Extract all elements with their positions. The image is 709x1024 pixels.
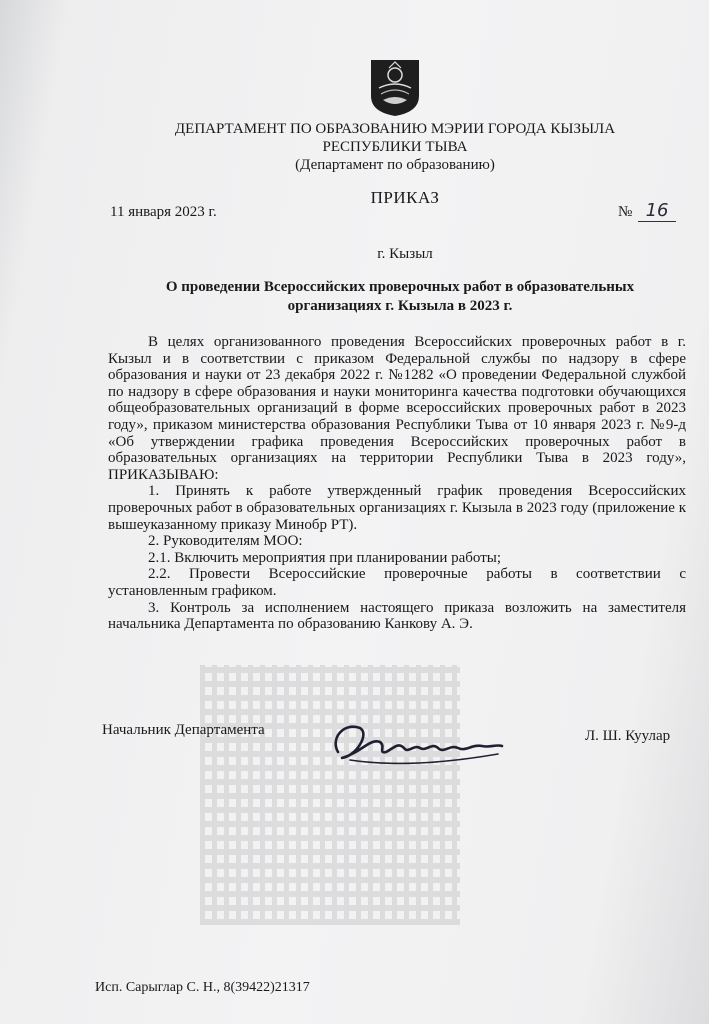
organization-header bbox=[150, 120, 640, 174]
item-2: 2. Руководителям МОО: bbox=[148, 533, 303, 550]
document-number bbox=[618, 200, 676, 222]
intro-paragraph: В целях организованного проведения Всероссийских проверочных работ в г. Кызыл и в соответствии с приказом Федеральной службы по надзору в сфере образования и науки от 23 декабря 2022 г. №1282 «О проведении Федеральной службой по надзору в сфере образования и науки мониторинга качества подготовки обучающихся общеобразовательных организаций в форме всероссийских проверочных работ в 2023 году», приказом министерства образования Республики Тыва от 10 января 2023 г. №9-д «Об утверждении графика проведения Всероссийских проверочных работ в образовательных организациях на территории Республики Тыва в 2023 году», ПРИКАЗЫВАЮ: bbox=[108, 334, 686, 483]
item-2-1: 2.1. Включить мероприятия при планировании работы; bbox=[148, 549, 502, 566]
item-1: 1. Принять к работе утвержденный график проведения Всероссийских проверочных работ в образовательных организациях г. Кызыла в 2023 году (приложение к вышеуказанному приказу Минобр РТ). bbox=[108, 483, 686, 533]
item-3: 3. Контроль за исполнением настоящего приказа возложить на заместителя начальника Департамента по образованию Канкову А. Э. bbox=[108, 599, 686, 633]
signatory-name: Л. Ш. Куулар bbox=[585, 728, 671, 744]
item-2-2: 2.2. Провести Всероссийские проверочные работы в соответствии с установленным графиком. bbox=[108, 566, 686, 599]
header-line-3: (Департамент по образованию) bbox=[295, 157, 495, 173]
document-subject bbox=[120, 278, 680, 316]
executor-contact: Исп. Сарыглар С. Н., 8(39422)21317 bbox=[95, 980, 310, 995]
number-label: № bbox=[618, 204, 633, 220]
document-city: г. Кызыл bbox=[377, 246, 433, 262]
subject-line-2: организациях г. Кызыла в 2023 г. bbox=[287, 298, 513, 314]
document-title: ПРИКАЗ bbox=[370, 188, 440, 207]
signatory-position: Начальник Департамента bbox=[102, 722, 265, 738]
header-line-2: РЕСПУБЛИКИ ТЫВА bbox=[322, 139, 468, 155]
handwritten-signature bbox=[320, 708, 510, 778]
subject-line-1: О проведении Всероссийских проверочных работ в образовательных bbox=[165, 279, 635, 295]
document-date: 11 января 2023 г. bbox=[110, 204, 217, 220]
scan-artifact bbox=[200, 665, 460, 925]
kyzyl-coat-of-arms-icon bbox=[369, 58, 421, 118]
document-body bbox=[108, 334, 686, 633]
header-line-1: ДЕПАРТАМЕНТ ПО ОБРАЗОВАНИЮ МЭРИИ ГОРОДА КЫЗЫЛА bbox=[174, 121, 616, 137]
number-value: 16 bbox=[638, 200, 676, 222]
